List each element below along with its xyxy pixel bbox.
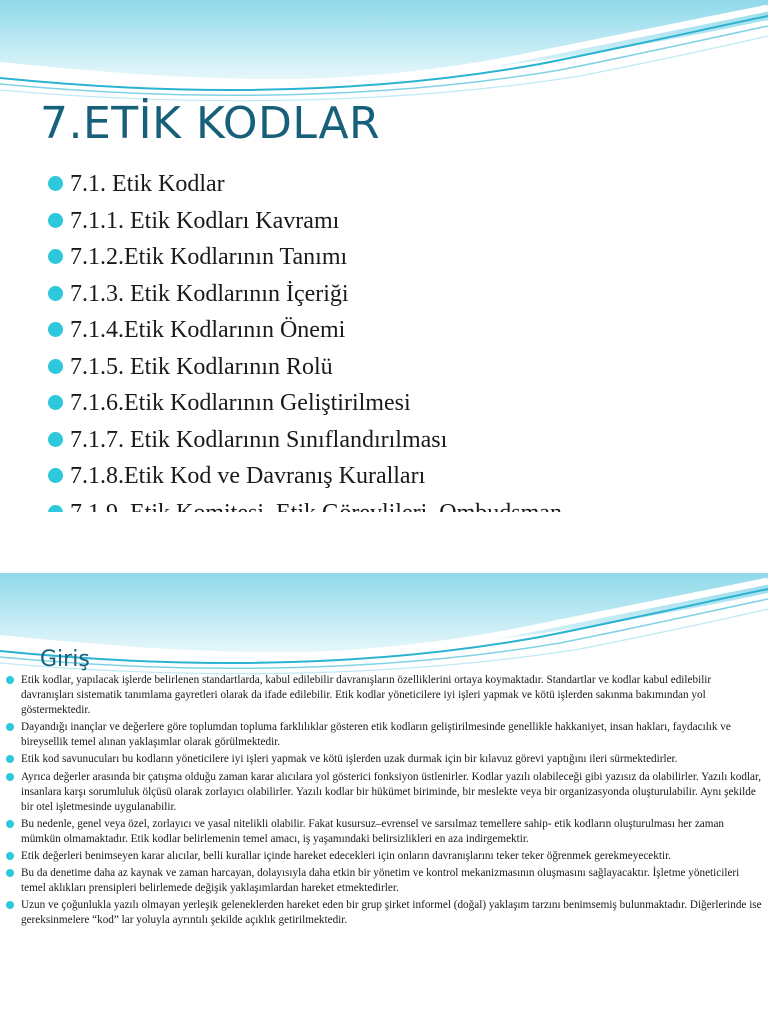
table-of-contents (48, 168, 562, 533)
list-item-text: 7.1.7. Etik Kodlarının Sınıflandırılması (70, 426, 448, 453)
list-item-text: 7.1.6.Etik Kodlarının Geliştirilmesi (70, 390, 411, 416)
bullet-icon (48, 176, 63, 191)
list-item (48, 168, 562, 205)
paragraph-text: Bu da denetime daha az kaynak ve zaman harcayan, dolayısıyla daha etkin bir yönetim ve kontrol mekanizmasının oluşmasını sağlayacaktır. İşletme yöneticileri temel aklıkları prensipleri belirlemede değişik yaklaşımlardan hareket etmektedirler. (21, 867, 740, 895)
slide-separator (0, 512, 768, 573)
bullet-icon (6, 676, 14, 684)
list-item (48, 387, 562, 424)
paragraph-text: Bu nedenle, genel veya özel, zorlayıcı ve yasal nitelikli olabilir. Fakat kusursuz–evrensel ve sarsılmaz temellere sahip- etik kodların oluşturulması her zaman mümkün olmamaktadır. Etik kodlar belirlemenin temel amacı, iş yaşamındaki belirsizlikleri en aza indirgemektir. (21, 817, 725, 845)
bullet-icon (48, 432, 63, 447)
list-item (48, 424, 562, 461)
list-item-text: 7.1. Etik Kodlar (70, 171, 225, 197)
list-item (48, 205, 562, 242)
bullet-icon (48, 249, 63, 264)
paragraph-text: Etik kodlar, yapılacak işlerde belirlenen standartlarda, kabul edilebilir davranışların özelliklerini ortaya koymaktadır. Standartlar ve kodlar kabul edilebilir davranışları sistematik tanımlama gayretleri olarak da ifade edilebilir. Etik kodlar yöneticilere iyi işleri yapmak ve kötü işlerden sakınma bakımından yol göstermektedir. (21, 674, 712, 716)
bullet-icon (6, 723, 14, 731)
list-item-text: 7.1.8.Etik Kod ve Davranış Kuralları (70, 463, 426, 489)
list-item-text: 7.1.5. Etik Kodlarının Rolü (70, 353, 333, 380)
paragraph-item (6, 720, 762, 750)
header-wave-decoration (0, 573, 768, 683)
paragraph-item (6, 898, 762, 928)
bullet-icon (6, 901, 14, 909)
bullet-icon (6, 820, 14, 828)
body-text-list (6, 673, 762, 931)
paragraph-item (6, 866, 762, 896)
list-item (48, 460, 562, 497)
paragraph-item (6, 849, 762, 864)
list-item-text: 7.1.2.Etik Kodlarının Tanımı (70, 244, 348, 270)
bullet-icon (48, 213, 63, 228)
list-item-text: 7.1.3. Etik Kodlarının İçeriği (70, 280, 349, 307)
list-item (48, 351, 562, 388)
bullet-icon (48, 359, 63, 374)
bullet-icon (6, 852, 14, 860)
list-item-text: 7.1.4.Etik Kodlarının Önemi (70, 317, 346, 343)
paragraph-text: Uzun ve çoğunlukla yazılı olmayan yerleşik geleneklerden hareket eden bir grup şirket informel (doğal) yaklaşım tarzını benimsemiş bulunmaktadır. Diğerlerinde ise gereksinmelere “kod” lar yoluyla ayrıntılı şekilde açıklık getirilmektedir. (21, 899, 762, 927)
paragraph-item (6, 673, 762, 718)
list-item (48, 278, 562, 315)
header-wave-decoration (0, 0, 768, 110)
slide-title: Giriş (40, 647, 90, 672)
bullet-icon (6, 755, 14, 763)
bullet-icon (48, 395, 63, 410)
paragraph-text: Ayrıca değerler arasında bir çatışma olduğu zaman karar alıcılara yol gösterici fonksiyon üstlenirler. Kodlar yazılı olabileceği gibi yazısız da olabilirler. Yazılı kodlar, insanlara karşı sorumluluk ölçüsü olarak zorlayıcı olabilirler. Yazılı kodlar bir hükümet biriminde, bir meslekte veya bir organizasyonda oluşturulabilir. Aynı şekilde bir otel işletmesinde uygulanabilir. (21, 770, 762, 813)
bullet-icon (6, 773, 14, 781)
bullet-icon (48, 322, 63, 337)
slide-title: 7.ETİK KODLAR (40, 98, 381, 149)
paragraph-text: Etik değerleri benimseyen karar alıcılar, belli kurallar içinde hareket edecekleri için onların davranışlarını teker teker öğrenmek gerekmeyecektir. (21, 849, 671, 862)
bullet-icon (6, 869, 14, 877)
bullet-icon (48, 286, 63, 301)
paragraph-text: Etik kod savunucuları bu kodların yöneticilere iyi işleri yapmak ve kötü işlerden uzak durmak için bir kılavuz görevi yaptığını ileri sürmektedirler. (21, 753, 678, 766)
bullet-icon (48, 468, 63, 483)
list-item-text: 7.1.1. Etik Kodları Kavramı (70, 207, 340, 234)
paragraph-item (6, 770, 762, 815)
slide-2 (0, 573, 768, 1024)
paragraph-text: Dayandığı inançlar ve değerlere göre toplumdan topluma farklılıklar gösteren etik kodların geliştirilmesinde genellikle hakkaniyet, insan hakları, faydacılık ve bireysellik temel alınan yaklaşımlar olarak görülmektedir. (21, 721, 731, 749)
list-item (48, 314, 562, 351)
paragraph-item (6, 752, 762, 767)
paragraph-item (6, 817, 762, 847)
list-item (48, 241, 562, 278)
